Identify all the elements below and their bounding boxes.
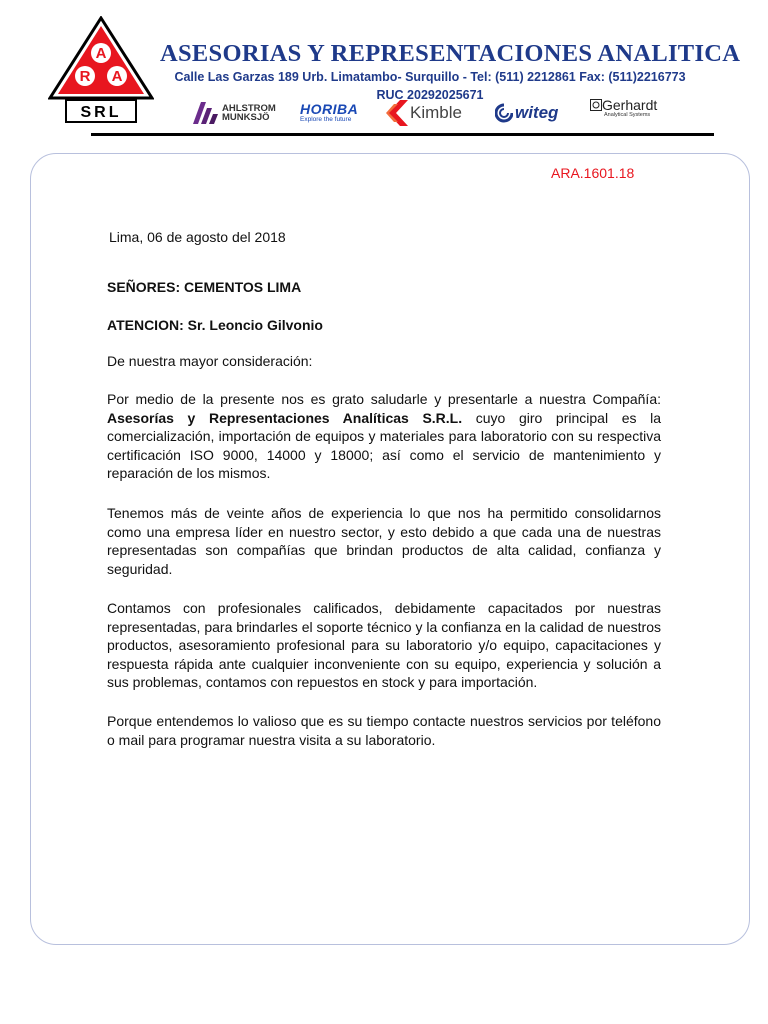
paragraph-experience: Tenemos más de veinte años de experiencia lo que nos ha permitido consolidarnos como una empresa líder en nuestro sector, y esto debido a que cada una de nuestras representadas son compañías que brindan productos de alta calidad, confianza y seguridad. bbox=[107, 505, 661, 577]
brand-kimble-name: Kimble bbox=[410, 103, 462, 122]
company-logo bbox=[48, 16, 154, 128]
paragraph-introduction-start: Por medio de la presente nos es grato saludarle y presentarle a nuestra Compañía: bbox=[107, 391, 661, 407]
brand-ahlstrom-munksjo bbox=[193, 98, 276, 128]
brand-gerhardt-tagline: Analytical Systems bbox=[604, 112, 651, 118]
reference-number: ARA.1601.18 bbox=[551, 165, 635, 181]
brand-ahlstrom-line2: MUNKSJÖ bbox=[222, 112, 270, 123]
company-ruc: RUC 20292025671 bbox=[376, 88, 484, 102]
company-name: ASESORIAS Y REPRESENTACIONES ANALITICA bbox=[160, 40, 741, 67]
ahlstrom-mark-icon bbox=[193, 102, 219, 124]
paragraph-contact: Porque entendemos lo valioso que es su tiempo contacte nuestros servicios por teléfono o mail para programar nuestra visita a su laboratorio. bbox=[107, 713, 661, 748]
letter-date: Lima, 06 de agosto del 2018 bbox=[109, 229, 286, 245]
company-legal-name: Asesorías y Representaciones Analíticas S.R.L. bbox=[107, 409, 463, 426]
letter-greeting: De nuestra mayor consideración: bbox=[107, 353, 313, 369]
logo-suffix: SRL bbox=[80, 104, 122, 121]
logo-letter-2: R bbox=[79, 68, 91, 85]
company-address: Calle Las Garzas 189 Urb. Limatambo- Surquillo - Tel: (511) 2212861 Fax: (511)2216773 bbox=[174, 70, 686, 84]
brand-gerhardt bbox=[590, 98, 657, 128]
brand-horiba-tagline: Explore the future bbox=[300, 116, 352, 123]
paragraph-introduction-rest: cuyo giro principal es la comercialización, importación de equipos y materiales para laboratorio con su respectiva certificación ISO 9000, 14000 y 18000; así como el servicio de mantenimiento y reparación de los mismos. bbox=[107, 409, 661, 481]
brand-witeg-name: witeg bbox=[515, 103, 559, 122]
paragraph-introduction bbox=[107, 390, 661, 483]
kimble-chevron-icon bbox=[386, 100, 408, 126]
header-divider bbox=[91, 133, 714, 136]
letter-recipient: SEÑORES: CEMENTOS LIMA bbox=[107, 279, 302, 295]
brand-gerhardt-name: Gerhardt bbox=[602, 97, 658, 113]
brand-witeg bbox=[495, 98, 558, 128]
witeg-mark-icon bbox=[495, 103, 513, 123]
letter-attention: ATENCION: Sr. Leoncio Gilvonio bbox=[107, 317, 323, 333]
brand-kimble bbox=[386, 98, 462, 128]
paragraph-services: Contamos con profesionales calificados, debidamente capacitados por nuestras representadas, para brindarles el soporte técnico y la confianza en la calidad de nuestros productos, asesoramiento profesional para su laboratorio y/o equipo, capacitaciones y respuesta rápida ante cualquier inconveniente con su equipo, experiencia y solución a sus problemas, contamos con repuestos en stock y para importación. bbox=[107, 600, 661, 690]
gerhardt-mark-icon bbox=[590, 99, 602, 111]
brand-horiba bbox=[300, 98, 358, 128]
logo-letter-3: A bbox=[111, 68, 123, 85]
logo-letter-1: A bbox=[95, 45, 107, 62]
brand-ahlstrom-line1: AHLSTROM bbox=[222, 103, 276, 114]
brand-horiba-name: HORIBA bbox=[300, 101, 359, 117]
